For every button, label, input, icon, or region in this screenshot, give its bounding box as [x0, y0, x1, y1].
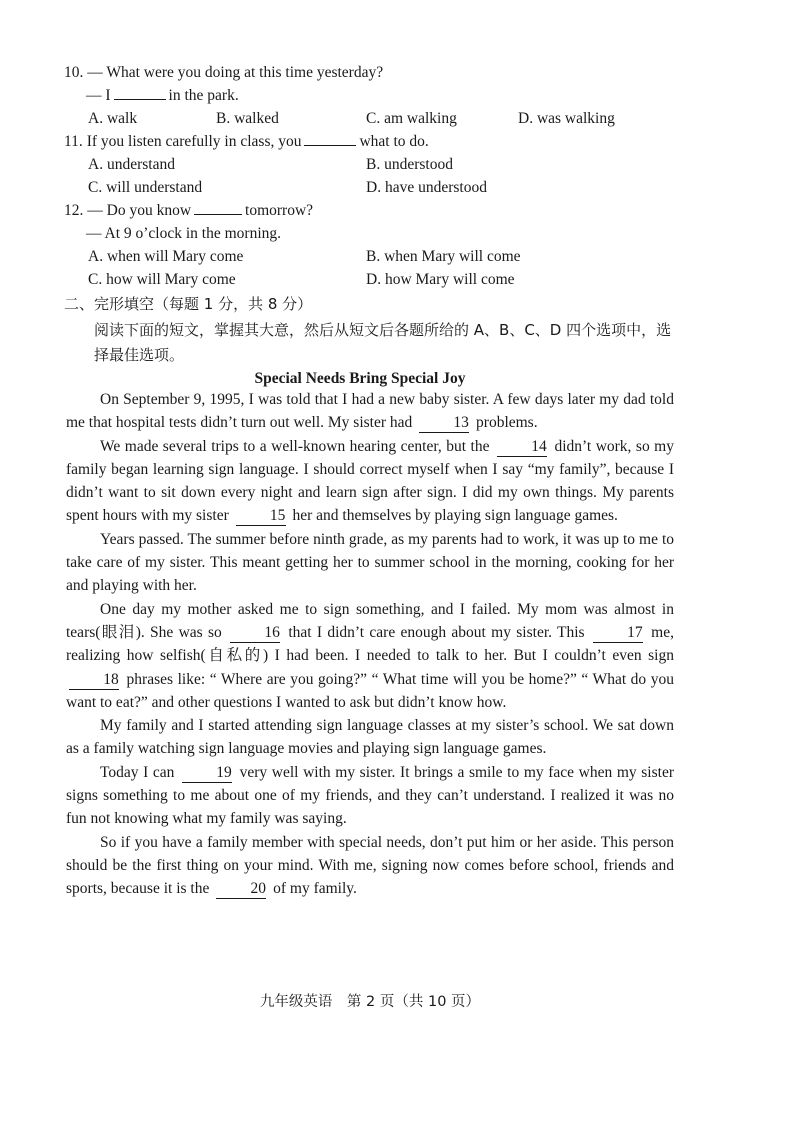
- options-row: [64, 245, 724, 268]
- options-row: [64, 176, 724, 199]
- cloze-blank-15: 15: [236, 507, 286, 526]
- page-footer: 九年级英语 第 2 页（共 10 页）: [259, 994, 481, 1010]
- question-text: in the park.: [168, 87, 239, 104]
- paragraph: [66, 435, 674, 528]
- options-row: [64, 153, 724, 176]
- options-row: [64, 107, 724, 130]
- paragraph-text: her and themselves by playing sign language games.: [288, 507, 618, 525]
- cloze-blank-20: 20: [216, 880, 266, 899]
- paragraph: [66, 831, 674, 901]
- question-text: what to do.: [359, 133, 429, 150]
- option-a: A. walk: [88, 110, 138, 127]
- question-text: — At 9 o’clock in the morning.: [86, 225, 282, 242]
- cloze-blank-14: 14: [497, 438, 547, 457]
- paragraph-text: Today I can: [100, 763, 180, 781]
- paragraph: [66, 761, 674, 831]
- question-text: — Do you know: [87, 202, 192, 219]
- question-number: 12.: [64, 202, 84, 219]
- section-instruction: 阅读下面的短文，掌握其大意，然后从短文后各题所给的 A、B、C、D 四个选项中，选择最佳选项。: [94, 321, 672, 364]
- question-line: [64, 84, 724, 107]
- question-12: [64, 199, 724, 291]
- question-number: 10.: [64, 64, 84, 81]
- question-text: — What were you doing at this time yesterday?: [87, 64, 384, 81]
- cloze-blank-13: 13: [419, 414, 469, 433]
- paragraph-text: So if you have a family member with special needs, don’t put him or her aside. This person should be the first thing on your mind. With me, signing now comes before school, friends and sports, because it is the: [66, 833, 674, 898]
- passage-title: Special Needs Bring Special Joy: [254, 370, 466, 387]
- option-b: B. when Mary will come: [366, 248, 521, 265]
- paragraph: My family and I started attending sign language classes at my sister’s school. We sat down as a family watching sign language movies and playing sign language games.: [66, 717, 674, 758]
- paragraph-text: On September 9, 1995, I was told that I had a new baby sister. A few days later my dad told me that hospital tests didn’t turn out well. My sister had: [66, 391, 674, 432]
- question-11: [64, 130, 724, 199]
- answer-blank: [194, 199, 242, 215]
- question-10: [64, 61, 724, 130]
- cloze-blank-17: 17: [593, 624, 643, 643]
- question-stem: [64, 199, 724, 222]
- option-a: A. understand: [88, 156, 175, 173]
- paragraph-text: didn’t work, so my family began learning sign language. I should correct myself when I say “my family”, because I didn’t want to sit down every night and learn sign after sign. I did my own things. My parents spent hours with my sister: [66, 437, 674, 525]
- paragraph-text: of my family.: [269, 880, 357, 898]
- section-title: 二、完形填空（每题 1 分，共 8 分）: [64, 295, 313, 313]
- paragraph-text: that I didn’t care enough about my sister. This: [283, 623, 590, 641]
- paragraph-text: phrases like: “ Where are you going?” “ What time will you be home?” “ What do you want to eat?” and other questions I wanted to ask but didn’t know how.: [66, 670, 674, 711]
- paragraph: [66, 598, 674, 714]
- answer-blank: [304, 130, 356, 146]
- option-c: C. how will Mary come: [88, 271, 236, 288]
- answer-blank: [114, 84, 166, 100]
- question-text: tomorrow?: [245, 202, 314, 219]
- question-text: If you listen carefully in class, you: [86, 133, 302, 150]
- paragraph: [66, 388, 674, 435]
- options-row: [64, 268, 724, 291]
- paragraph-text: me, realizing how selfish(自私的) I had been. I needed to talk to her. But I couldn’t even sign: [66, 623, 674, 665]
- option-b: B. walked: [216, 110, 279, 127]
- cloze-blank-16: 16: [230, 624, 280, 643]
- question-number: 11.: [64, 133, 83, 150]
- option-d: D. was walking: [518, 110, 615, 127]
- option-d: D. have understood: [366, 179, 487, 196]
- paragraph-text: We made several trips to a well-known hearing center, but the: [100, 437, 494, 455]
- passage-body: [66, 388, 674, 901]
- question-text: — I: [86, 87, 111, 104]
- option-c: C. am walking: [366, 110, 457, 127]
- question-stem: [64, 61, 724, 84]
- question-line: [64, 222, 724, 245]
- option-a: A. when will Mary come: [88, 248, 244, 265]
- question-stem: [64, 130, 724, 153]
- paragraph-text: One day my mother asked me to sign something, and I failed. My mom was almost in tears(眼泪). She was so: [66, 600, 674, 641]
- option-b: B. understood: [366, 156, 453, 173]
- cloze-blank-18: 18: [69, 671, 119, 690]
- paragraph: Years passed. The summer before ninth grade, as my parents had to work, it was up to me to take care of my sister. This meant getting her to summer school in the morning, cooking for her and playing with her.: [66, 530, 674, 595]
- paragraph-text: problems.: [472, 414, 538, 432]
- option-d: D. how Mary will come: [366, 271, 515, 288]
- paragraph-text: very well with my sister. It brings a smile to my face when my sister signs something to me about one of my friends, and they can’t understand. I realized it was no fun not knowing what my family was saying.: [66, 763, 674, 828]
- option-c: C. will understand: [88, 179, 203, 196]
- cloze-blank-19: 19: [182, 764, 232, 783]
